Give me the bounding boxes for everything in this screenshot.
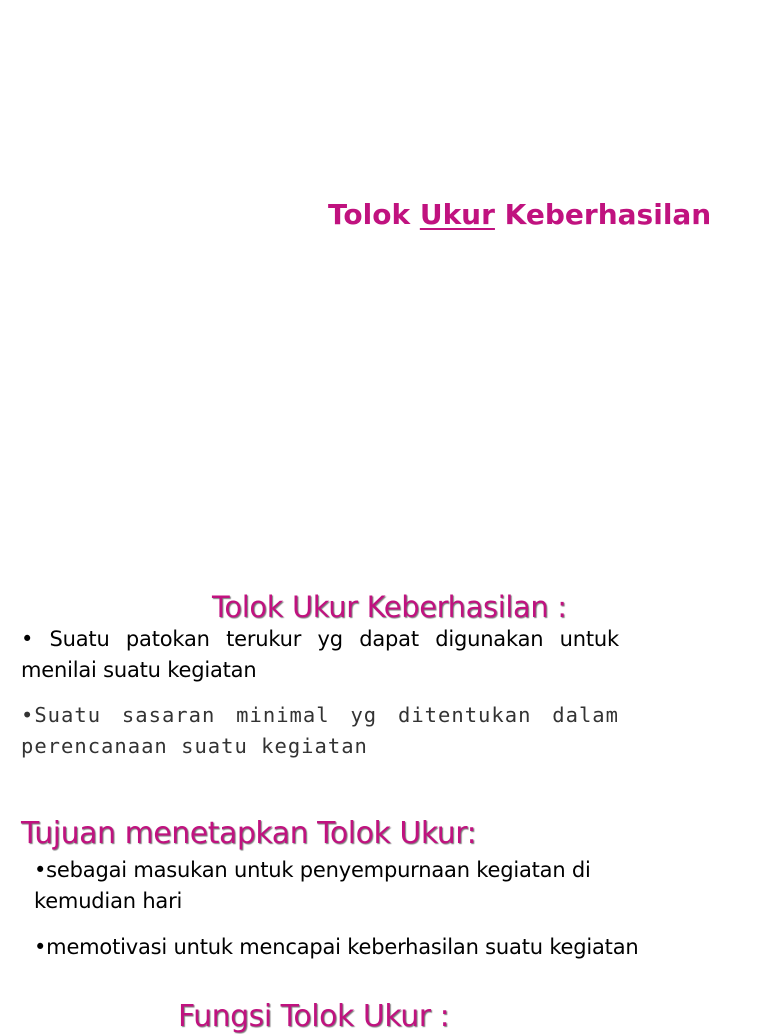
section1-paragraph-2: •Suatu sasaran minimal yg ditentukan dalam perencanaan suatu kegiatan <box>21 703 619 758</box>
title-part2: Keberhasilan <box>494 198 712 231</box>
title-part1: Tolok <box>328 198 420 231</box>
section3-heading: Fungsi Tolok Ukur : <box>178 999 450 1034</box>
section2-list-item-1: •sebagai masukan untuk penyempurnaan kegiatan di kemudian hari <box>34 858 591 913</box>
section1-paragraph-1: • Suatu patokan terukur yg dapat digunakan untuk menilai suatu kegiatan <box>21 627 619 682</box>
section1-heading: Tolok Ukur Keberhasilan : <box>212 590 567 624</box>
page-title <box>328 198 711 231</box>
section2-heading: Tujuan menetapkan Tolok Ukur: <box>21 816 477 851</box>
title-underlined-word: Ukur <box>419 198 495 231</box>
section2-list-item-2: •memotivasi untuk mencapai keberhasilan suatu kegiatan <box>34 935 639 959</box>
